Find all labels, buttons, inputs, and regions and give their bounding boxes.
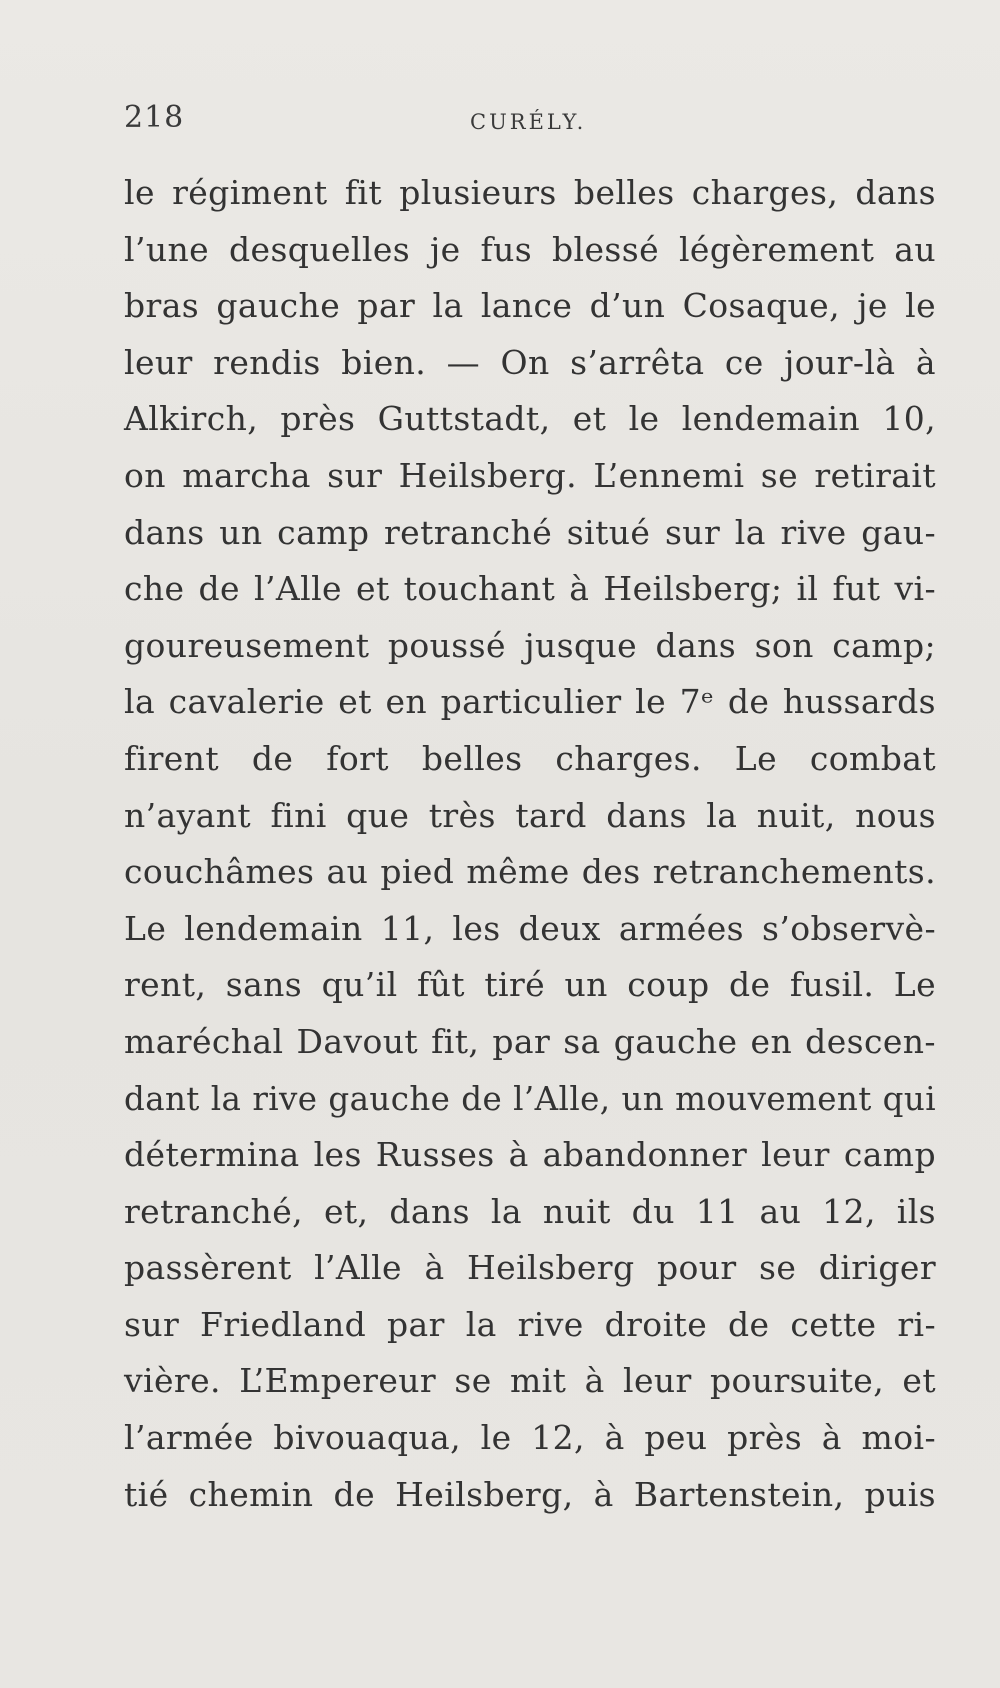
text-line: l’une desquelles je fus blessé légèrement au	[124, 229, 936, 269]
text-line: retranché, et, dans la nuit du 11 au 12, ils	[124, 1191, 936, 1231]
text-line: on marcha sur Heilsberg. L’ennemi se retirait	[124, 455, 936, 495]
text-line: goureusement poussé jusque dans son camp;	[124, 625, 936, 665]
text-line: détermina les Russes à abandonner leur camp	[124, 1135, 936, 1175]
text-line: che de l’Alle et touchant à Heilsberg; il fut vi-	[124, 569, 936, 609]
text-line: passèrent l’Alle à Heilsberg pour se diriger	[124, 1248, 936, 1288]
text-line: Alkirch, près Guttstadt, et le lendemain 10,	[124, 399, 936, 439]
text-line: l’armée bivouaqua, le 12, à peu près à moi-	[124, 1418, 936, 1458]
text-line: bras gauche par la lance d’un Cosaque, je le	[124, 286, 936, 326]
text-line: dans un camp retranché situé sur la rive gau-	[124, 512, 936, 552]
page-header	[124, 100, 934, 150]
text-line: tié chemin de Heilsberg, à Bartenstein, puis	[124, 1474, 936, 1514]
running-head: CURÉLY.	[470, 110, 587, 134]
text-line: le régiment fit plusieurs belles charges, dans	[124, 173, 936, 212]
text-line: firent de fort belles charges. Le combat	[124, 738, 936, 778]
body-text	[124, 165, 936, 1523]
text-line: n’ayant fini que très tard dans la nuit, nous	[124, 795, 936, 835]
text-line: maréchal Davout fit, par sa gauche en descen-	[124, 1021, 936, 1061]
page-number: 218	[124, 100, 185, 135]
text-line: la cavalerie et en particulier le 7ᵉ de hussards	[124, 682, 936, 722]
text-line: leur rendis bien. — On s’arrêta ce jour-là à	[124, 342, 936, 382]
text-line: couchâmes au pied même des retranchements.	[124, 852, 936, 892]
text-line: Le lendemain 11, les deux armées s’observè-	[124, 908, 936, 948]
text-line: rent, sans qu’il fût tiré un coup de fusil. Le	[124, 965, 936, 1005]
text-line: dant la rive gauche de l’Alle, un mouvement qui	[124, 1079, 936, 1118]
text-line: vière. L’Empereur se mit à leur poursuite, et	[124, 1361, 936, 1401]
text-line: sur Friedland par la rive droite de cette ri-	[124, 1304, 936, 1344]
